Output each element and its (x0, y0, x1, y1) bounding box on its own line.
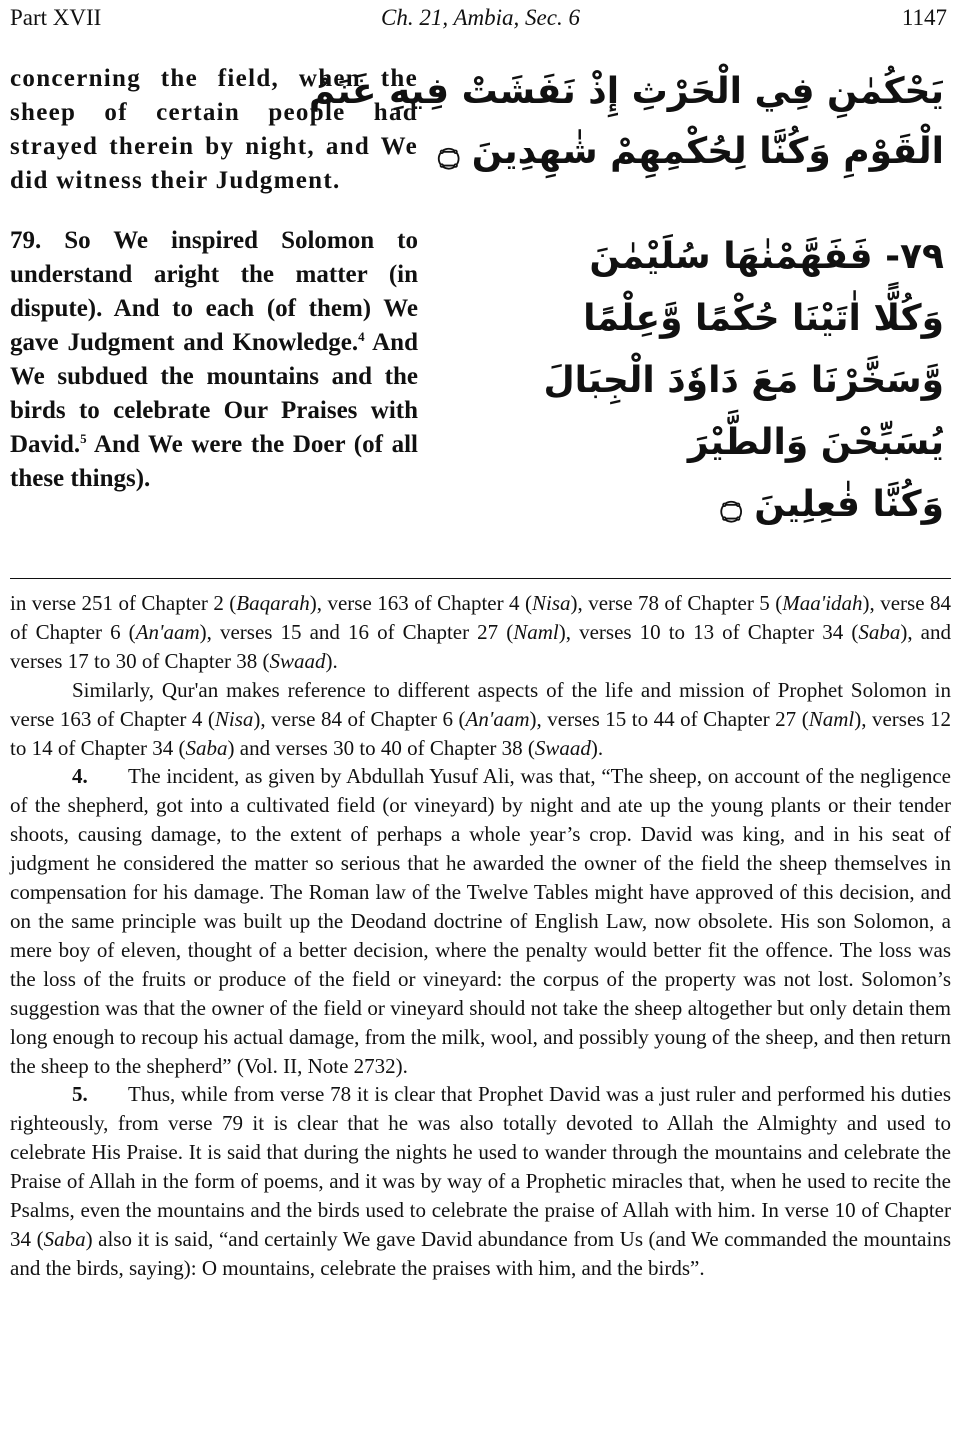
part-label: Part XVII (10, 5, 102, 30)
verse-area (10, 62, 950, 572)
surah-name: Saba (43, 1226, 86, 1251)
text-run: ). (325, 648, 338, 673)
verse-79-part-1: So We inspired Solomon to understand aright the matter (in dispute). And to each (of them) We gave Judgment and Knowledge. (10, 227, 419, 356)
surah-name: Saba (858, 619, 901, 644)
footnote-number: 4. (72, 764, 88, 789)
arabic-line: وَّسَخَّرْنَا مَعَ دَاوٗدَ الْجِبَالَ (543, 360, 944, 401)
continuation-text: concerning the field, when the sheep of certain people had strayed therein by night, and We did witness their Judgment. (10, 65, 418, 194)
surah-name: Swaad (534, 735, 591, 760)
verse-79-part-3: And We were the Doer (of all these things). (10, 431, 419, 492)
text-run: Similarly, Qur'an makes reference to different aspects of the life and mission of Prophet Solomon in verse 163 of Chapter 4 ( (10, 677, 951, 731)
footnote-ref-5: 5 (80, 431, 87, 446)
footnote-continuation (10, 589, 951, 676)
arabic-text (308, 62, 944, 536)
surah-name: An'aam (135, 619, 200, 644)
surah-name: An'aam (465, 706, 530, 731)
english-translation (10, 62, 418, 496)
text-run: ), verses 15 and 16 of Chapter 27 ( (199, 619, 514, 644)
chapter-title: Ch. 21, Ambia, Sec. 6 (381, 5, 580, 30)
surah-name: Swaad (269, 648, 326, 673)
text-run: ), and verses 17 to 30 of Chapter 38 ( (10, 619, 951, 673)
footnote-text: The incident, as given by Abdullah Yusuf Ali, was that, “The sheep, on account of the negligence of the shepherd, got into a cultivated field (or vineyard) by night and ate up the young plants or their tender shoots, causing damage, to the extent of perhaps a whole year’s crop. David was king, and in his seat of judgment he considered the matter so serious that he awarded the owner of the field the sheep themselves in compensation for his damage. The Roman law of the Twelve Tables might have approved of this decision, and on the same principle was built up the Deodand doctrine of English Law, now obsolete. His son Solomon, a mere boy of eleven, thought of a better decision, where the penalty would better fit the offence. The loss was the loss of the fruits or produce of the field or vineyard: the corpus of the property was not lost. Solomon’s suggestion was that the owner of the field or vineyard should not take the sheep altogether but only detain them long enough to recoup his actual damage, from the milk, wool, and possibly young of the sheep, and then return the sheep to the shepherd” (Vol. II, Note 2732). (10, 764, 951, 1078)
footnote-5 (10, 1080, 951, 1282)
arabic-line: وَكُنَّا فٰعِلِينَ ۝ (720, 484, 944, 525)
text-run: ) and verses 30 to 40 of Chapter 38 ( (227, 735, 535, 760)
footnote-text: Thus, while from verse 78 it is clear that Prophet David was a just ruler and performed his duties righteously, from verse 79 it is clear that he was also totally devoted to Allah the Almighty and used to celebrate His Praise. It is said that during the nights he used to wander through the mountains and celebrate the Praise of Allah in the form of poems, and it was by way of a Prophetic miracles that, when he used to recite the Psalms, even the mountains and the birds used to celebrate the praise of Allah with him. In verse 10 of Chapter 34 ( (10, 1082, 951, 1251)
text-run: ), verse 84 of Chapter 6 ( (253, 706, 466, 731)
surah-name: Baqarah (236, 591, 310, 615)
surah-name: Nisa (532, 591, 571, 615)
verse-79-text (10, 224, 418, 496)
text-run: ), verse 84 of Chapter 6 ( (10, 591, 951, 644)
footnote-divider (10, 578, 951, 579)
surah-name: Maa'idah (782, 591, 863, 615)
text-run: ), verses 10 to 13 of Chapter 34 ( (558, 619, 859, 644)
footnotes (10, 589, 951, 1283)
running-head (10, 3, 951, 33)
footnote-ref-4: 4 (358, 329, 365, 344)
surah-name: Saba (185, 735, 228, 760)
verse-79-number: 79. (10, 227, 42, 254)
arabic-line: الْقَوْمِ وَكُنَّا لِحُكْمِهِمْ شٰهِدِينَ ۝ (438, 131, 944, 172)
text-run: ), verse 78 of Chapter 5 ( (570, 591, 783, 615)
footnote-text: ) also it is said, “and certainly We gave David abundance from Us (and We commanded the mountains and the birds, saying): O mountains, celebrate the praises with him, and the birds”. (10, 1226, 951, 1280)
arabic-gap (524, 182, 944, 226)
arabic-line: وَكُلًّا اٰتَيْنَا حُكْمًا وَّعِلْمًا (583, 298, 944, 339)
footnote-4 (10, 762, 951, 1080)
footnote-solomon-paragraph (10, 676, 951, 763)
arabic-line: يَحْكُمٰنِ فِي الْحَرْثِ إِذْ نَفَشَتْ فِيهِ غَنَمُ (308, 71, 944, 112)
page-number: 1147 (901, 5, 947, 30)
verse-79-translation (10, 224, 418, 496)
footnote-number: 5. (72, 1082, 88, 1107)
text-run: ), verse 163 of Chapter 4 ( (309, 591, 532, 615)
surah-name: Nisa (214, 706, 254, 731)
surah-name: Naml (808, 706, 855, 731)
arabic-line: ٧٩- فَفَهَّمْنٰهَا سُلَيْمٰنَ (589, 236, 944, 277)
text-run: ). (590, 735, 604, 760)
text-run: in verse 251 of Chapter 2 ( (10, 591, 237, 615)
surah-name: Naml (513, 619, 559, 644)
text-run: ), verses 12 to 14 of Chapter 34 ( (10, 706, 951, 760)
text-run: ), verses 15 to 44 of Chapter 27 ( (529, 706, 809, 731)
arabic-line: يُسَبِّحْنَ وَالطَّيْرَ (687, 422, 944, 463)
verse-79-part-2: And We subdued the mountains and the birds to celebrate Our Praises with David. (10, 329, 418, 458)
